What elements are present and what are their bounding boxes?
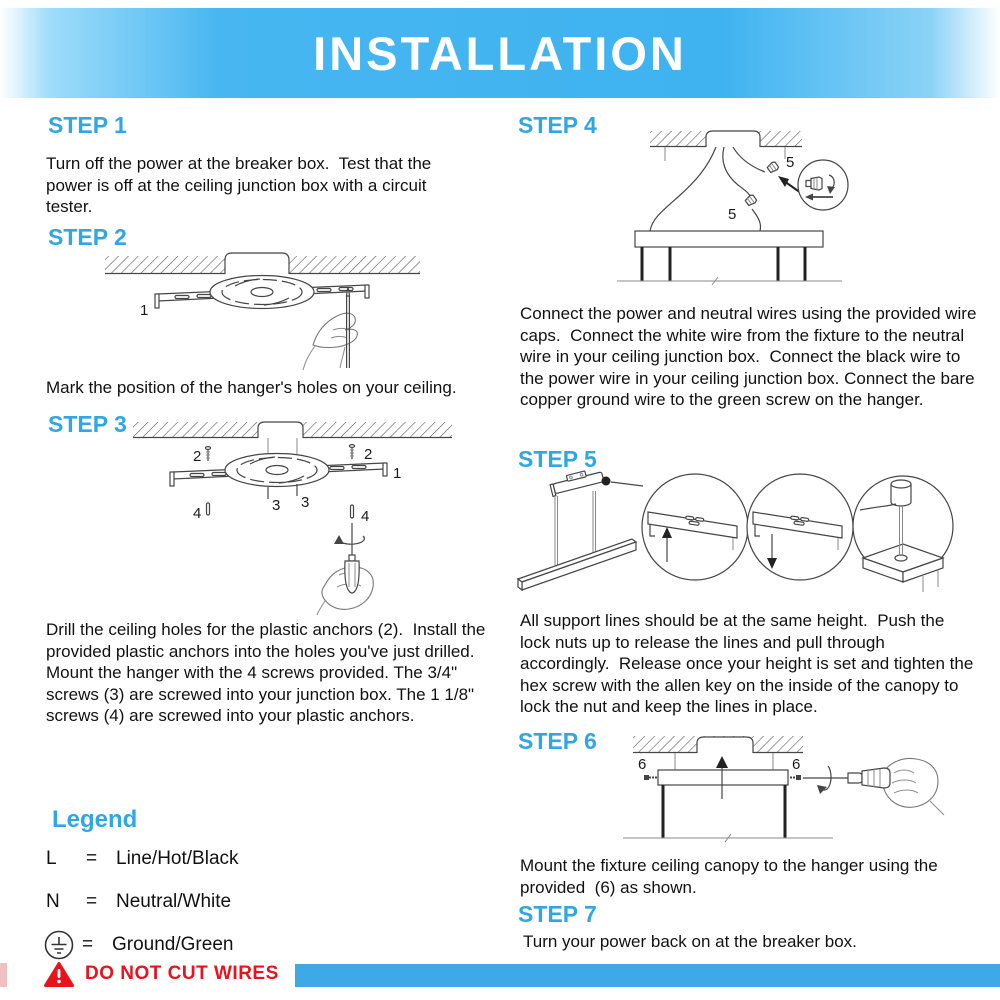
- part-label: 4: [193, 505, 202, 522]
- mounting-screw-icon: [349, 445, 354, 459]
- legend-value: Line/Hot/Black: [116, 848, 239, 869]
- part-label: 2: [193, 448, 202, 465]
- fixture-wires: [650, 147, 765, 231]
- pendant-fixture: [518, 467, 643, 590]
- legend-equals: =: [86, 848, 98, 869]
- step3-text: Drill the ceiling holes for the plastic anchors (2). Install the provided plastic anchors into the holes you've just drilled. Mount the hanger with the 4 screws provided. The 3/4" screws (3) are screwed into your junction box. The 1 1/8" screws (4) are screwed into your plastic anchors.: [46, 620, 491, 725]
- junction-box: [697, 737, 753, 753]
- step7-heading: STEP 7: [518, 901, 597, 927]
- part-label: 5: [786, 154, 795, 171]
- hanger-bracket: [170, 454, 387, 487]
- page-title: INSTALLATION: [313, 26, 687, 80]
- legend-title: Legend: [52, 806, 138, 833]
- set-screw-icon: [644, 775, 657, 780]
- step5-diagram: [505, 470, 965, 605]
- step5-text: All support lines should be at the same height. Push the lock nuts up to release the lines and pull through accordingly. Release once your height is set and tighten the hex screw with the allen key on the inside of the canopy to lock the nut and keep the lines in place.: [520, 611, 979, 716]
- lock-nut-detail: [853, 476, 953, 592]
- part-label: 5: [728, 206, 737, 223]
- part-label: 1: [393, 465, 402, 482]
- legend-value: Neutral/White: [116, 891, 232, 912]
- part-label: 6: [792, 756, 801, 773]
- junction-box: [225, 253, 289, 274]
- legend-symbol: L: [46, 848, 57, 869]
- step1-text: Turn off the power at the breaker box. Test that the power is off at the ceiling junction box with a circuit tester.: [46, 154, 436, 216]
- warning-blue-bar: [295, 964, 1000, 987]
- fixture-canopy: [617, 231, 842, 285]
- page-header: [0, 8, 1000, 98]
- legend-equals: =: [82, 934, 94, 955]
- step7-text: Turn your power back on at the breaker box.: [523, 932, 857, 951]
- part-label: 3: [301, 494, 310, 511]
- step4-text: Connect the power and neutral wires using the provided wire caps. Connect the white wire from the fixture to the neutral wire in your ceiling junction box. Connect the black wire to the power wire in your ceiling junction box. Connect the bare copper ground wire to the green screw on the hanger.: [520, 304, 982, 409]
- junction-box: [706, 131, 760, 147]
- ceiling-hatch: [133, 422, 452, 438]
- legend-row: [46, 848, 239, 870]
- warning-text: DO NOT CUT WIRES: [85, 963, 279, 984]
- screwdriver-hand-icon: [803, 759, 944, 816]
- legend-row: [42, 928, 233, 962]
- legend-row: [46, 891, 231, 913]
- up-arrow-icon: [716, 756, 728, 768]
- part-label: 4: [361, 508, 370, 525]
- warning-left-strip: [0, 963, 7, 987]
- ceiling-hatch: [633, 736, 803, 753]
- hanger-bracket: [155, 276, 369, 309]
- step4-diagram: [600, 123, 880, 295]
- callout-dot: [602, 477, 611, 486]
- step4-heading: STEP 4: [518, 112, 597, 138]
- set-screw-icon: [790, 775, 801, 780]
- legend-symbol: N: [46, 891, 60, 912]
- canopy-raise-detail: [642, 474, 748, 580]
- wire-cap-icon: [744, 194, 757, 207]
- junction-box: [258, 422, 303, 438]
- step6-text: Mount the fixture ceiling canopy to the hanger using the provided (6) as shown.: [520, 856, 943, 897]
- step2-caption: Mark the position of the hanger's holes on your ceiling.: [46, 378, 457, 397]
- plastic-anchor-icon: [351, 505, 354, 518]
- marking-hand-icon: [303, 287, 357, 370]
- step3-heading: STEP 3: [48, 411, 127, 437]
- mounting-screw-icon: [205, 447, 210, 461]
- legend-value: Ground/Green: [112, 934, 234, 955]
- wire-cap-icon: [766, 161, 779, 174]
- part-label: 6: [638, 756, 647, 773]
- part-label: 3: [272, 497, 281, 514]
- ceiling-hatch: [105, 253, 420, 274]
- step2-heading: STEP 2: [48, 224, 127, 250]
- plastic-anchor-icon: [207, 503, 210, 515]
- fixture-canopy: [623, 756, 833, 842]
- legend-equals: =: [86, 891, 98, 912]
- ground-icon: [42, 928, 82, 962]
- screwdriver-hand-icon: [317, 523, 373, 615]
- step3-diagram: [125, 415, 470, 615]
- canopy-lower-detail: [747, 474, 853, 580]
- warning-triangle-icon: [44, 961, 74, 988]
- step5-heading: STEP 5: [518, 446, 597, 472]
- part-label: 1: [140, 302, 149, 319]
- step2-diagram: [45, 250, 470, 380]
- part-label: 2: [364, 446, 373, 463]
- ceiling-hatch: [650, 131, 802, 147]
- step6-diagram: [600, 731, 945, 855]
- step6-heading: STEP 6: [518, 728, 597, 754]
- step1-heading: STEP 1: [48, 112, 127, 138]
